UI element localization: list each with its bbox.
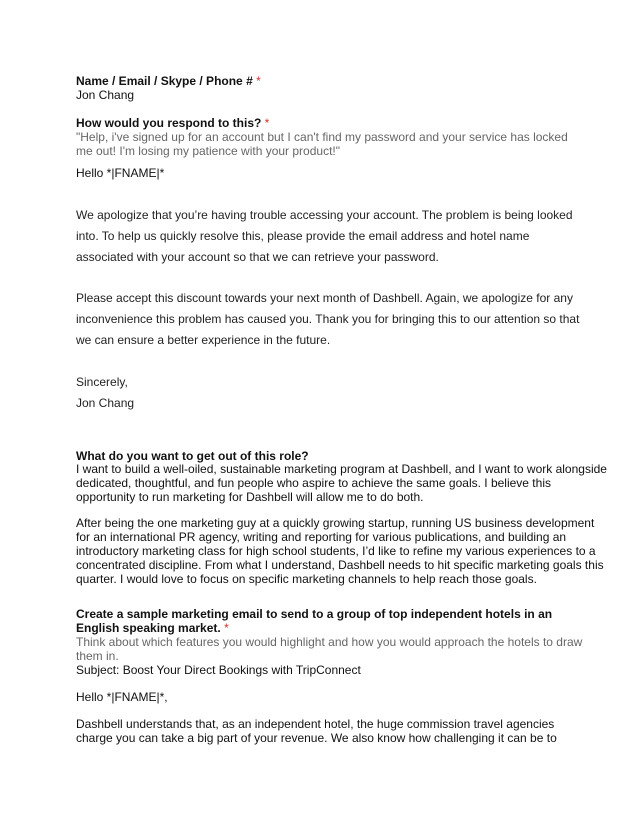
paragraph-line: After being the one marketing guy at a quickly growing startup, running US business development [76, 516, 595, 530]
paragraph-line: introductory marketing class for high school students, I’d like to refine my various experiences to a [76, 544, 596, 558]
required-marker: * [256, 74, 261, 88]
paragraph-line: opportunity to run marketing for Dashbell will allow me to do both. [76, 490, 424, 504]
question-name-contact [76, 74, 261, 88]
question-text: English speaking market. [76, 621, 221, 635]
required-marker: * [224, 621, 229, 635]
email-greeting: Hello *|FNAME|* [76, 166, 165, 180]
paragraph-line: quarter. I would love to focus on specific marketing channels to help reach those goals. [76, 572, 537, 586]
email-greeting: Hello *|FNAME|*, [76, 690, 168, 704]
hint-line: Think about which features you would highlight and how you would approach the hotels to draw [76, 635, 583, 649]
question-text: How would you respond to this? [76, 116, 262, 130]
question-sample-email: Create a sample marketing email to send to a group of top independent hotels in an [76, 607, 553, 621]
paragraph-line: Dashbell understands that, as an independent hotel, the huge commission travel agencies [76, 717, 555, 731]
paragraph-line: We apologize that you’re having trouble accessing your account. The problem is being looked [76, 208, 573, 222]
paragraph-line: Please accept this discount towards your next month of Dashbell. Again, we apologize for any [76, 291, 573, 305]
required-marker: * [264, 116, 270, 130]
email-subject: Subject: Boost Your Direct Bookings with TripConnect [76, 663, 361, 677]
question-sample-email-cont [76, 621, 229, 635]
paragraph-line: concentrated discipline. From what I understand, Dashbell needs to hit specific marketing goals this [76, 558, 604, 572]
closing: Sincerely, [76, 375, 128, 389]
paragraph-line: into. To help us quickly resolve this, please provide the email address and hotel name [76, 229, 530, 243]
paragraph-line: associated with your account so that we can retrieve your password. [76, 250, 439, 264]
paragraph-line: I want to build a well-oiled, sustainable marketing program at Dashbell, and I want to work alongside [76, 462, 607, 476]
hint-line: them in. [76, 649, 119, 663]
paragraph-line: charge you can take a big part of your revenue. We also know how challenging it can be to [76, 731, 557, 745]
signature: Jon Chang [76, 396, 135, 410]
question-respond [76, 116, 269, 130]
paragraph-line: we can ensure a better experience in the future. [76, 333, 331, 347]
paragraph-line: inconvenience this problem has caused you. Thank you for bringing this to our attention so that [76, 312, 580, 326]
paragraph-line: for an international PR agency, writing and reporting for various publications, and building an [76, 530, 567, 544]
question-text: Name / Email / Skype / Phone # [76, 74, 253, 88]
paragraph-line: dedicated, thoughtful, and fun people who aspire to achieve the same goals. I believe this [76, 476, 551, 490]
question-role-goals: What do you want to get out of this role? [76, 449, 309, 463]
quoted-line: me out! I'm losing my patience with your product!" [76, 144, 340, 158]
answer-name-contact: Jon Chang [76, 88, 135, 102]
quoted-line: "Help, i've signed up for an account but I can't find my password and your service has locked [76, 130, 568, 144]
